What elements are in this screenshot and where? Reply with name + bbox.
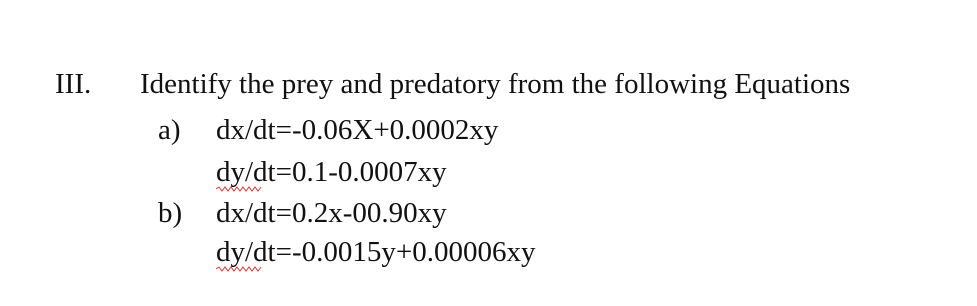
- question-prompt: Identify the prey and predatory from the following Equations: [140, 68, 851, 100]
- item-a-label: a): [158, 114, 181, 146]
- item-b-equation-dx: dx/dt=0.2x-00.90xy: [216, 197, 447, 229]
- item-a-equation-dx: dx/dt=-0.06X+0.0002xy: [216, 114, 499, 146]
- item-b-label: b): [158, 197, 183, 229]
- spellcheck-underline: [216, 266, 262, 272]
- item-a-equation-dy: dy/dt=0.1-0.0007xy: [216, 156, 447, 188]
- item-b-equation-dy: dy/dt=-0.0015y+0.00006xy: [216, 236, 536, 268]
- spellcheck-underline: [216, 186, 262, 192]
- section-numeral: III.: [55, 68, 92, 100]
